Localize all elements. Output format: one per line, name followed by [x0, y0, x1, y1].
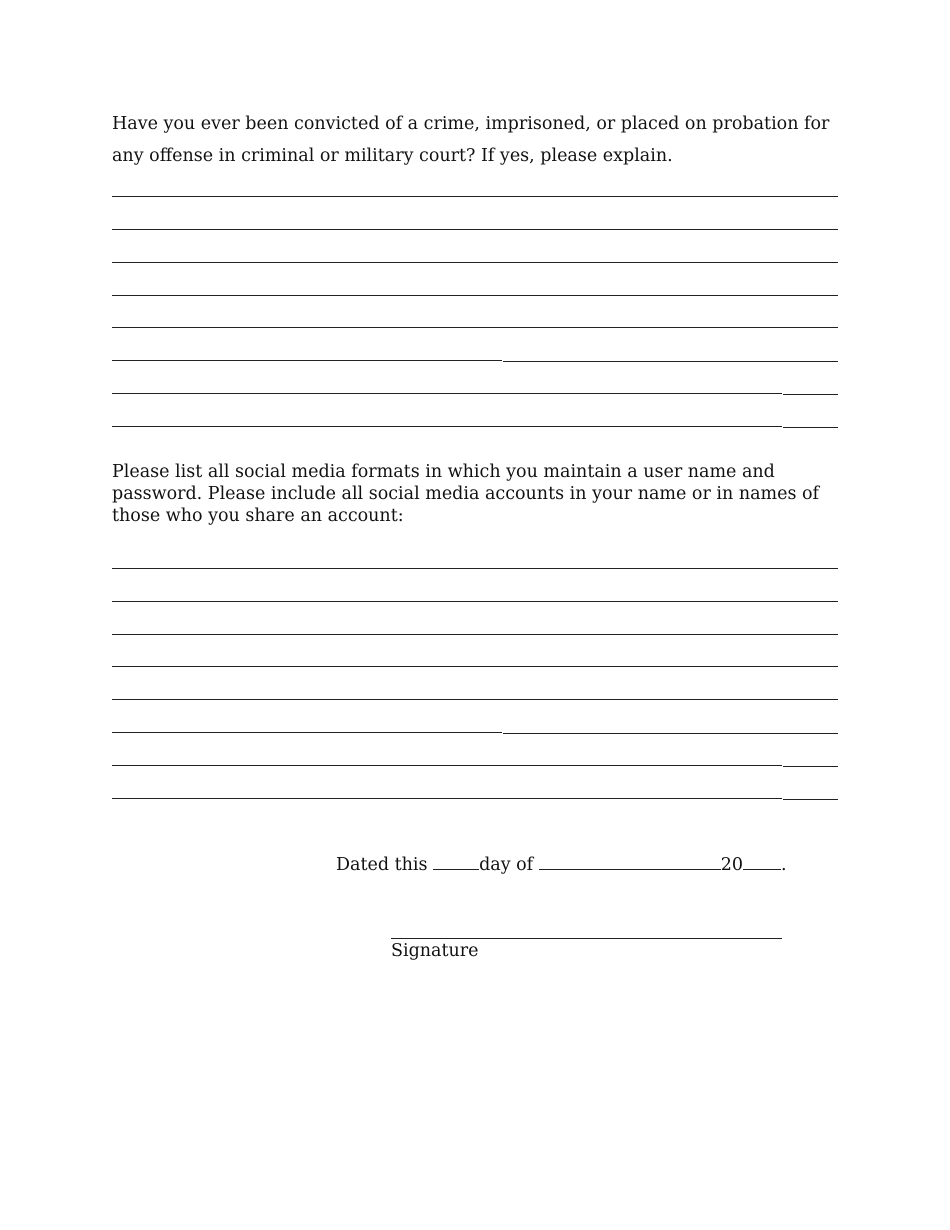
- answer-line[interactable]: [112, 699, 838, 700]
- answer-line[interactable]: [112, 262, 838, 263]
- signature-line[interactable]: [391, 938, 782, 939]
- answer-line[interactable]: [783, 394, 838, 395]
- answer-line[interactable]: [783, 766, 838, 767]
- answer-line[interactable]: [112, 229, 838, 230]
- answer-line[interactable]: [112, 765, 782, 766]
- answer-line[interactable]: [112, 196, 838, 197]
- answer-line[interactable]: [112, 360, 502, 361]
- year-prefix: 20: [720, 855, 744, 875]
- answer-line[interactable]: [112, 798, 782, 799]
- criminal-history-question: Have you ever been convicted of a crime, imprisoned, or placed on probation for any offense in criminal or military court? If yes, please explain.: [112, 114, 830, 166]
- day-blank[interactable]: [433, 853, 479, 870]
- answer-line[interactable]: [112, 601, 838, 602]
- answer-line[interactable]: [112, 634, 838, 635]
- answer-line[interactable]: [112, 666, 838, 667]
- answer-line[interactable]: [112, 568, 838, 569]
- answer-line[interactable]: [503, 733, 838, 734]
- answer-line[interactable]: [503, 361, 838, 362]
- answer-line[interactable]: [112, 393, 782, 394]
- social-media-question: Please list all social media formats in which you maintain a user name and password. Please include all social media accounts in your name or in names of those who you share an account:: [112, 462, 820, 526]
- signature-label: Signature: [391, 941, 479, 961]
- answer-line[interactable]: [112, 732, 502, 733]
- year-blank[interactable]: [743, 853, 781, 870]
- month-blank[interactable]: [539, 853, 721, 870]
- day-of-label: day of: [479, 855, 539, 875]
- dated-suffix: .: [781, 855, 787, 875]
- answer-line[interactable]: [112, 295, 838, 296]
- answer-line[interactable]: [112, 426, 782, 427]
- dated-prefix: Dated this: [336, 855, 434, 875]
- answer-line[interactable]: [783, 799, 838, 800]
- answer-line[interactable]: [783, 427, 838, 428]
- dated-line: [336, 853, 787, 875]
- answer-line[interactable]: [112, 327, 838, 328]
